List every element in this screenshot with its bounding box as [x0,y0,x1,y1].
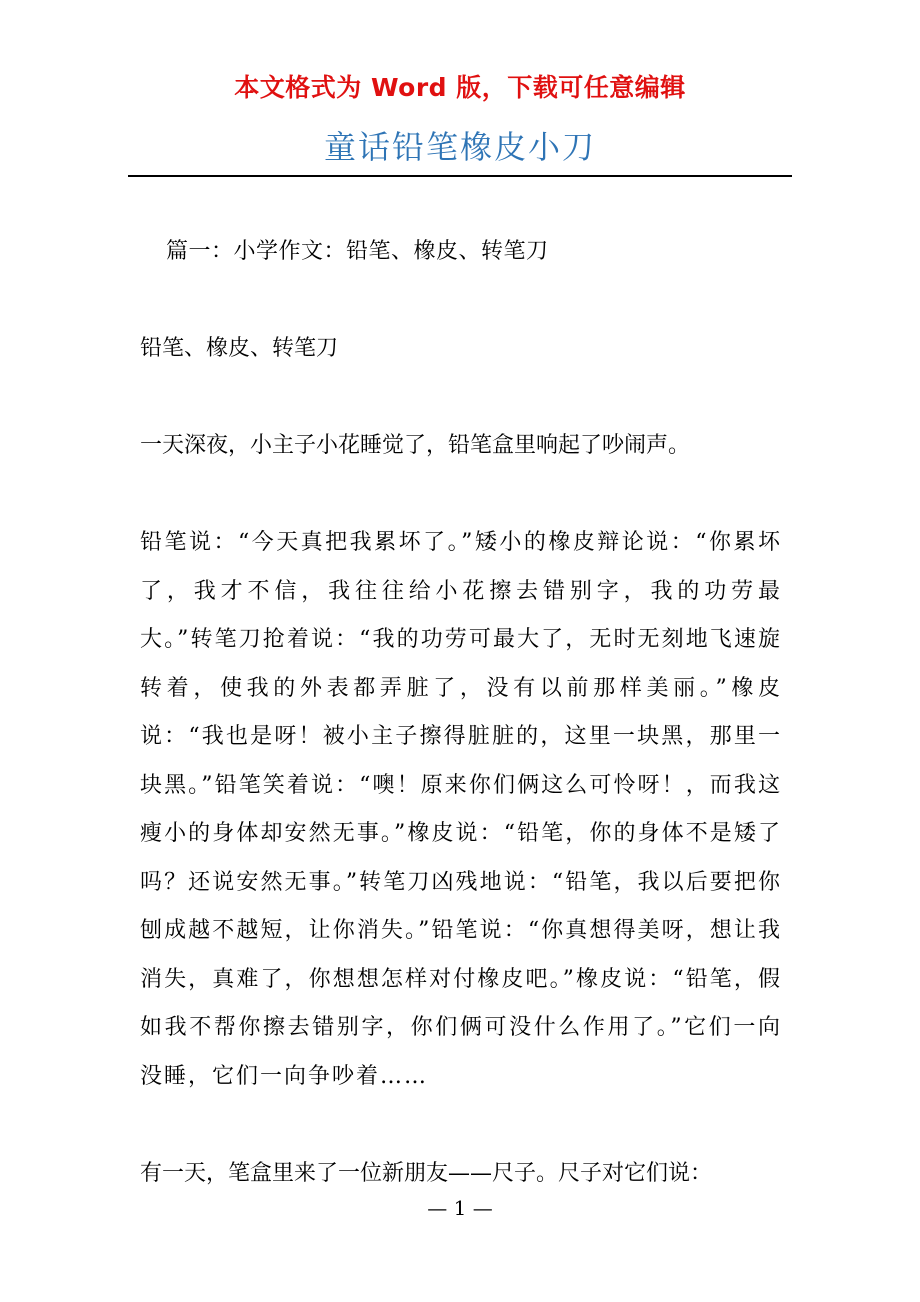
title-divider [128,175,792,177]
paragraph: 铅笔、橡皮、转笔刀 [140,336,339,361]
paragraph: 铅笔说：“今天真把我累坏了。”矮小的橡皮辩论说：“你累坏了，我才不信，我往往给小花擦去错别字，我的功劳最大。”转笔刀抢着说：“我的功劳可最大了，无时无刻地飞速旋转着，使我的外表都弄脏了，没有以前那样美丽。”橡皮说：“我也是呀！被小主子擦得脏脏的，这里一块黑，那里一块黑。”铅笔笑着说：“噢！原来你们俩这么可怜呀！，而我这瘦小的身体却安然无事。”橡皮说：“铅笔，你的身体不是矮了吗？还说安然无事。”转笔刀凶残地说：“铅笔，我以后要把你刨成越不越短，让你消失。”铅笔说：“你真想得美呀，想让我消失，真难了，你想想怎样对付橡皮吧。”橡皮说：“铅笔，假如我不帮你擦去错别字，你们俩可没什么作用了。”它们一向没睡，它们一向争吵着…… [140,530,782,1089]
paragraph: 有一天，笔盒里来了一位新朋友——尺子。尺子对它们说： [140,1160,713,1186]
page-number: — 1 — [427,1196,493,1220]
paragraph: 一天深夜，小主子小花睡觉了，铅笔盒里响起了吵闹声。 [140,433,691,458]
document-body [140,228,782,1247]
section-heading: 篇一：小学作文：铅笔、橡皮、转笔刀 [166,239,549,264]
document-title: 童话铅笔橡皮小刀 [323,128,596,166]
format-notice: 本文格式为 Word 版，下载可任意编辑 [234,73,686,102]
